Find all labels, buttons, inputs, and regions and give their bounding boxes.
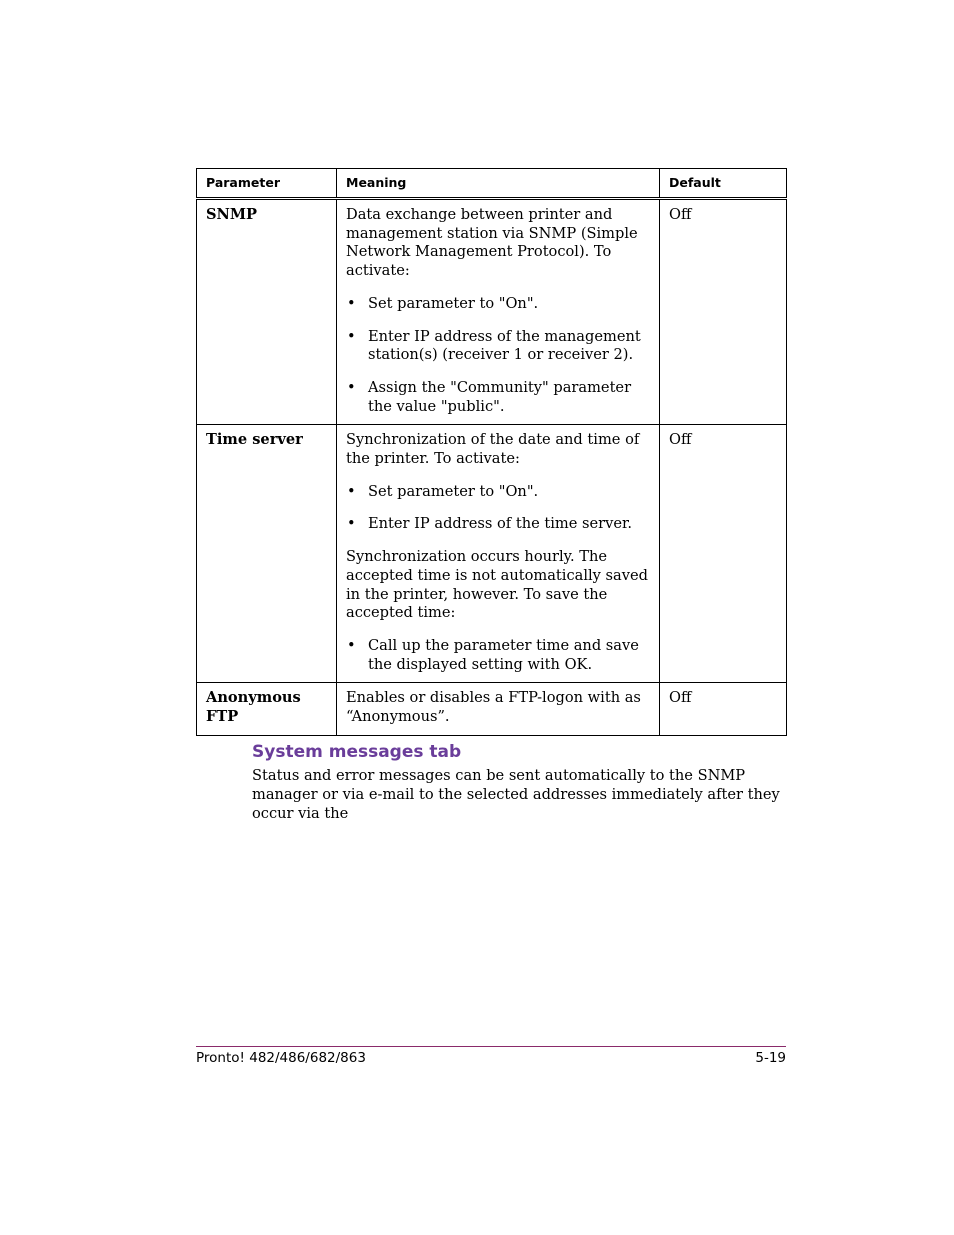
table-row-snmp: [197, 199, 787, 425]
footer-page-number: 5-19: [755, 1050, 786, 1066]
header-meaning: Meaning: [337, 169, 660, 199]
param-name: SNMP: [197, 199, 337, 425]
table-row-anonymous-ftp: [197, 683, 787, 735]
section-body: Status and error messages can be sent automatically to the SNMP manager or via e-mail to the selected addresses immediately after they occur via the: [252, 767, 780, 822]
param-name: Time server: [197, 425, 337, 683]
param-name: Anonymous FTP: [197, 683, 337, 735]
list-item: • Enter IP address of the time server.: [346, 515, 650, 534]
table-row-time-server: [197, 425, 787, 683]
param-meaning: [337, 683, 660, 735]
list-item: • Assign the "Community" parameter the value "public".: [346, 379, 650, 416]
param-default: Off: [660, 683, 787, 735]
meaning-intro: Enables or disables a FTP-logon with as “Anonymous”.: [346, 689, 641, 726]
meaning-intro: Synchronization of the date and time of the printer. To activate:: [346, 431, 640, 468]
parameter-table: [196, 168, 787, 736]
param-default: Off: [660, 425, 787, 683]
list-item: • Enter IP address of the management station(s) (receiver 1 or receiver 2).: [346, 328, 650, 365]
meaning-intro: Data exchange between printer and management station via SNMP (Simple Network Management Protocol). To activate:: [346, 206, 638, 280]
bullet-list: [346, 483, 650, 534]
param-meaning: [337, 199, 660, 425]
bullet-list: [346, 637, 650, 674]
header-parameter: Parameter: [197, 169, 337, 199]
list-item: • Set parameter to "On".: [346, 295, 650, 314]
list-item: • Set parameter to "On".: [346, 483, 650, 502]
meaning-note: Synchronization occurs hourly. The accepted time is not automatically saved in the printer, however. To save the accepted time:: [346, 548, 648, 622]
list-item: • Call up the parameter time and save the displayed setting with OK.: [346, 637, 650, 674]
footer-product: Pronto! 482/486/682/863: [196, 1050, 366, 1066]
table-header-row: [197, 169, 787, 199]
param-default: Off: [660, 199, 787, 425]
param-meaning: [337, 425, 660, 683]
footer-divider: [196, 1046, 786, 1047]
header-default: Default: [660, 169, 787, 199]
section-heading: System messages tab: [252, 742, 462, 762]
bullet-list: [346, 295, 650, 417]
